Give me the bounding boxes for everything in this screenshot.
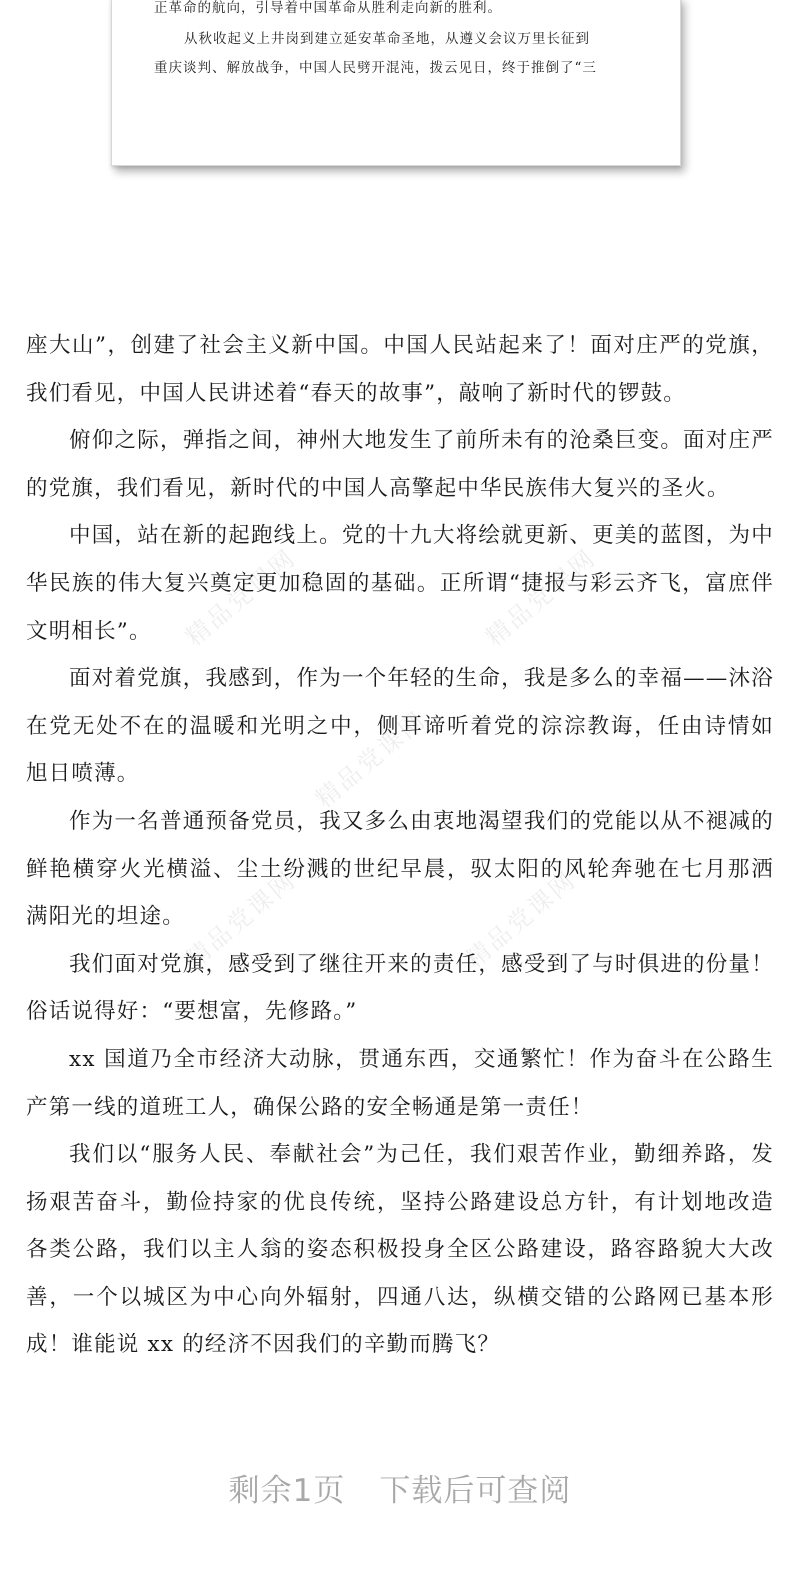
remaining-pages-label: 剩余1页 [228,1473,346,1509]
preview-line-3: 重庆谈判、解放战争，中国人民劈开混沌，拨云见日，终于推倒了“三 [154,60,597,76]
preview-line-2: 从秋收起义上井岗到建立延安革命圣地，从遵义会议万里长征到 [184,31,590,47]
watermark: 精品党课网 [480,543,602,652]
paragraph: 中国，站在新的起跑线上。党的十九大将绘就更新、更美的蓝图，为中华民族的伟大复兴奠定更加稳固的基础。正所谓“捷报与彩云齐飞，富庶伴文明相长”。 [26,523,774,644]
paragraph: 面对着党旗，我感到，作为一个年轻的生命，我是多么的幸福——沐浴在党无处不在的温暖和光明之中，侧耳谛听着党的淙淙教诲，任由诗情如旭日喷薄。 [26,666,774,787]
paragraph: xx 国道乃全市经济大动脉，贯通东西，交通繁忙！作为奋斗在公路生产第一线的道班工人，确保公路的安全畅通是第一责任！ [26,1046,774,1120]
paragraph: 我们面对党旗，感受到了继往开来的责任，感受到了与时俱进的份量！俗话说得好：“要想富，先修路。” [26,951,774,1025]
watermark: 精品党课网 [310,705,432,814]
download-to-view-label[interactable]: 下载后可查阅 [379,1473,572,1509]
watermark: 精品党课网 [180,865,302,974]
paragraph: 作为一名普通预备党员，我又多么由衷地渴望我们的党能以从不褪减的鲜艳横穿火光横溢、尘土纷溅的世纪早晨，驭太阳的风轮奔驰在七月那洒满阳光的坦途。 [26,808,774,930]
watermark: 精品党课网 [180,543,302,652]
paragraph: 我们以“服务人民、奉献社会”为己任，我们艰苦作业，勤细养路，发扬艰苦奋斗，勤俭持家的优良传统，坚持公路建设总方针，有计划地改造各类公路，我们以主人翁的姿态积极投身全区公路建设，路容路貌大大改善，一个以城区为中心向外辐射，四通八达，纵横交错的公路网已基本形成！谁能说 xx 的经济不因我们的辛勤而腾飞？ [26,1142,774,1358]
paragraph: 俯仰之际，弹指之间，神州大地发生了前所未有的沧桑巨变。面对庄严的党旗，我们看见，新时代的中国人高擎起中华民族伟大复兴的圣火。 [26,428,774,501]
download-prompt[interactable] [0,1465,800,1510]
page-preview-card [111,0,681,166]
preview-line-1: 正革命的航向，引导着中国革命从胜利走向新的胜利。 [154,0,502,16]
watermark: 精品党课网 [460,865,582,974]
document-body [26,322,774,1369]
paragraph: 座大山”，创建了社会主义新中国。中国人民站起来了！面对庄严的党旗，我们看见，中国人民讲述着“春天的故事”，敲响了新时代的锣鼓。 [26,333,774,406]
